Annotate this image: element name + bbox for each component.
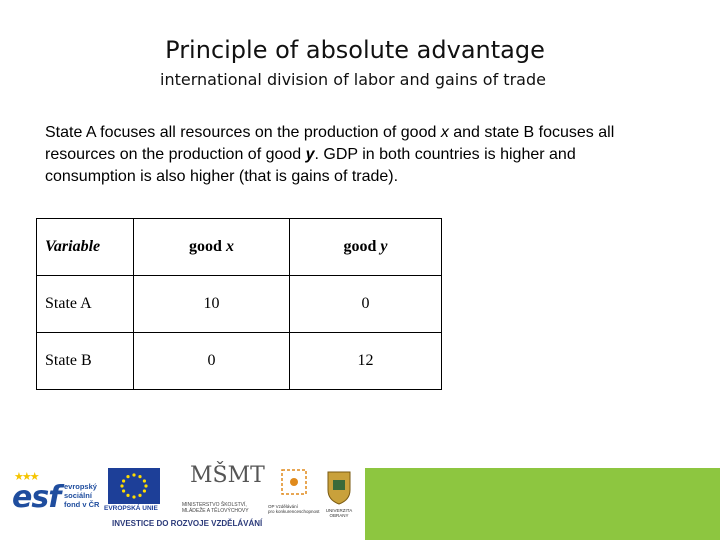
row-label: State A <box>37 276 134 333</box>
eu-flag-icon <box>108 468 160 504</box>
header-y-var: y <box>380 238 388 255</box>
university-caption-line: OBRANY <box>329 513 349 518</box>
production-table <box>36 218 442 390</box>
slide-title: Principle of absolute advantage <box>165 36 545 64</box>
university-caption <box>322 508 356 518</box>
msmt-caption <box>182 502 249 514</box>
op-caption <box>268 504 320 514</box>
eu-logo <box>104 468 160 514</box>
cell-good-x: 10 <box>134 276 290 333</box>
university-crest-icon <box>322 468 356 506</box>
esf-caption-line: sociální <box>64 491 92 500</box>
table-header-row <box>37 219 442 276</box>
esf-wordmark: esf <box>12 480 61 515</box>
header-good-prefix: good <box>189 238 226 255</box>
slide-subtitle: international division of labor and gains of trade <box>160 70 546 89</box>
row-label: State B <box>37 333 134 390</box>
paragraph-part: State A focuses all resources on the production of good <box>45 124 441 141</box>
msmt-letters: MŠMT <box>190 463 265 488</box>
esf-stars-icon: ★★★ <box>14 471 38 483</box>
header-good-y <box>290 219 442 276</box>
esf-logo <box>12 470 102 522</box>
msmt-caption-line: MLÁDEŽE A TĚLOVÝCHOVY <box>182 508 249 514</box>
footer-accent-block <box>365 468 720 540</box>
cell-good-y: 12 <box>290 333 442 390</box>
header-x-var: x <box>225 238 234 255</box>
cell-good-x: 0 <box>134 333 290 390</box>
msmt-logo <box>182 463 265 518</box>
header-good-prefix: good <box>343 238 381 255</box>
cell-good-y: 0 <box>290 276 442 333</box>
op-caption-line: pro konkurenceschopnost <box>268 509 320 514</box>
table-row <box>37 333 442 390</box>
eu-caption: EVROPSKÁ UNIE <box>104 505 158 512</box>
university-caption-line: UNIVERZITA <box>325 508 353 513</box>
esf-caption-line: fond v ČR <box>64 500 100 509</box>
msmt-caption-line: MINISTERSTVO ŠKOLSTVÍ, <box>182 502 247 508</box>
op-emblem-icon <box>270 466 320 502</box>
esf-caption <box>64 482 99 509</box>
table-row <box>37 276 442 333</box>
op-caption-line: OP Vzdělávání <box>268 504 298 509</box>
op-logo <box>270 466 320 518</box>
slide-paragraph <box>45 122 645 188</box>
header-good-x <box>134 219 290 276</box>
esf-caption-line: evropský <box>64 482 97 491</box>
paragraph-part: . GDP in both countries is higher and consumption is also higher (that is gains of trade). <box>45 146 576 185</box>
investice-caption: INVESTICE DO ROZVOJE VZDĚLÁVÁNÍ <box>112 519 263 528</box>
header-variable: Variable <box>37 219 134 276</box>
paragraph-variable-x: x <box>440 124 449 141</box>
paragraph-variable-y: y <box>305 146 315 163</box>
university-logo <box>322 468 356 518</box>
paragraph-part: and state B focuses all resources on the production of good <box>45 124 615 163</box>
